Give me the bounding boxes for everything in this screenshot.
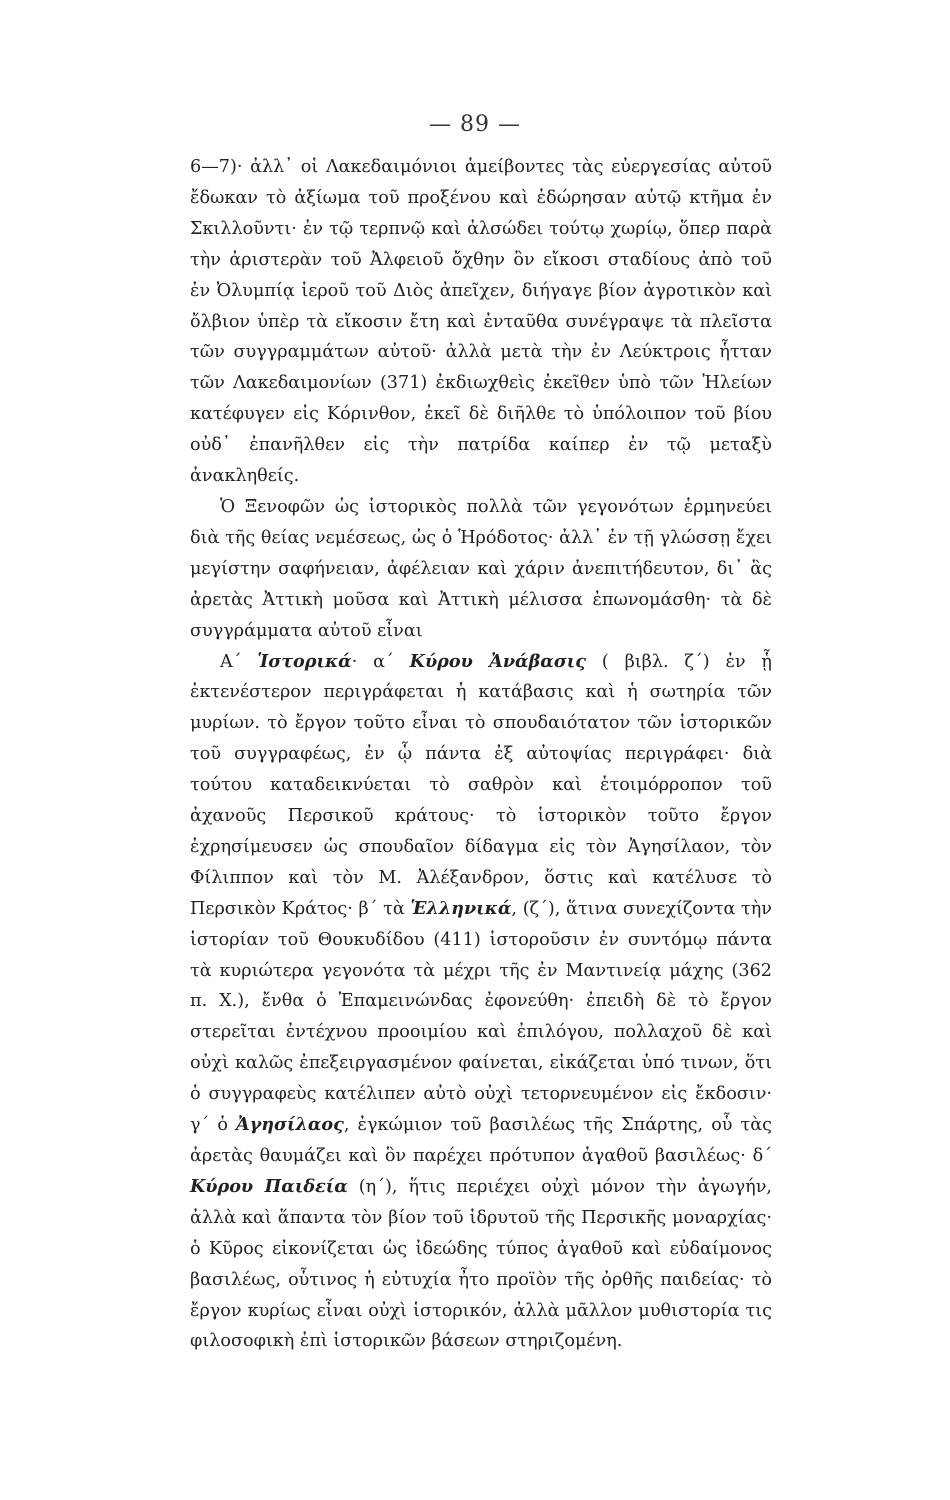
text-segment: , ἐγκώμιον τοῦ βασιλέως τῆς Σπάρτης, οὗ τὰς ἀρετὰς θαυμάζει καὶ ὃν παρέχει πρότυπον ἀγαθοῦ βασιλέως· δ΄ <box>190 1115 772 1166</box>
text-segment: 6—7)· ἀλλ᾽ οἱ Λακεδαιμόνιοι ἀμείβοντες τὰς εὐεργεσίας αὐτοῦ ἔδωκαν τὸ ἀξίωμα τοῦ προξένου καὶ ἐδώρησαν αὐτῷ κτῆμα ἐν Σκιλλοῦντι· ἐν τῷ τερπνῷ καὶ ἀλσώδει τούτῳ χωρίῳ, ὅπερ παρὰ τὴν ἀριστερὰν τοῦ Ἀλφειοῦ ὄχθην ὂν εἴκοσι σταδίους ἀπὸ τοῦ ἐν Ὀλυμπίᾳ ἱεροῦ τοῦ Διὸς ἀπεῖχεν, διήγαγε βίον ἀγροτικὸν καὶ ὄλβιον ὑπὲρ τὰ εἴκοσιν ἔτη καὶ ἐνταῦθα συνέγραψε τὰ πλεῖστα τῶν συγγραμμάτων αὐτοῦ· ἀλλὰ μετὰ τὴν ἐν Λεύκτροις ἧτταν τῶν Λακεδαιμονίων (371) ἐκδιωχθεὶς ἐκεῖθεν ὑπὸ τῶν Ἠλείων κατέφυγεν εἰς Κόρινθον, ἐκεῖ δὲ διῆλθε τὸ ὑπόλοιπον τοῦ βίου οὐδ᾽ ἐπανῆλθεν εἰς τὴν πατρίδα καίπερ ἐν τῷ μεταξὺ ἀνακληθείς. <box>190 157 772 487</box>
text-segment: (η΄), ἥτις περιέχει οὐχὶ μόνον τὴν ἀγωγήν, ἀλλὰ καὶ ἅπαντα τὸν βίον τοῦ ἱδρυτοῦ τῆς Περσικῆς μοναρχίας· ὁ Κῦρος εἰκονίζεται ὡς ἰδεώδης τύπος ἀγαθοῦ καὶ εὐδαίμονος βασιλέως, οὗτινος ἡ εὐτυχία ἦτο προϊὸν τῆς ὀρθῆς παιδείας· τὸ ἔργον κυρίως εἶναι οὐχὶ ἱστορικόν, ἀλλὰ μᾶλλον μυθιστορία τις φιλοσοφικὴ ἐπὶ ἱστορικῶν βάσεων στηριζομένη. <box>190 1176 773 1352</box>
work-title-historika: Ἱστορικά <box>257 650 352 672</box>
text-segment: Ὁ Ξενοφῶν ὡς ἱστορικὸς πολλὰ τῶν γεγονότων ἑρμηνεύει διὰ τῆς θείας νεμέσεως, ὡς ὁ Ἡρόδοτος· ἀλλ᾽ ἐν τῇ γλώσσῃ ἔχει μεγίστην σαφήνειαν, ἀφέλειαν καὶ χάριν ἀνεπιτήδευτον, δι᾽ ἃς ἀρετὰς Ἀττικὴ μοῦσα καὶ Ἀττικὴ μέλισσα ἐπωνομάσθη· τὰ δὲ συγγράμματα αὐτοῦ εἶναι <box>190 496 772 641</box>
work-title-anabasis: Κύρου Ἀνάβασις <box>409 650 587 672</box>
paragraph-2 <box>190 492 772 647</box>
paragraph-1 <box>190 152 772 492</box>
text-segment: , (ζ΄), ἅτινα συνεχίζοντα τὴν ἱστορίαν τοῦ Θουκυδίδου (411) ἱστοροῦσιν ἐν συντόμῳ πάντα τὰ κυριώτερα γεγονότα τὰ μέχρι τῆς ἐν Μαντινείᾳ μάχης (362 π. Χ.), ἔνθα ὁ Ἐπαμεινώνδας ἐφονεύθη· ἐπειδὴ δὲ τὸ ἔργον στερεῖται ἐντέχνου προοιμίου καὶ ἐπιλόγου, πολλαχοῦ δὲ καὶ οὐχὶ καλῶς ἐπεξειργασμένον φαίνεται, εἰκάζεται ὑπό τινων, ὅτι ὁ συγγραφεὺς κατέλιπεν αὐτὸ οὐχὶ τετορνευμένον εἰς ἔκδοσιν· γ΄ ὁ <box>190 898 772 1136</box>
body-text <box>190 152 772 1357</box>
work-title-kyropaedia: Κύρου Παιδεία <box>190 1175 348 1197</box>
text-segment: · α΄ <box>351 651 410 672</box>
text-segment: Α΄ <box>220 651 258 672</box>
paragraph-3 <box>190 647 772 1358</box>
work-title-agesilaos: Ἀγησίλαος <box>236 1114 344 1136</box>
page-number: — 89 — <box>429 112 521 137</box>
text-segment: ( βιβλ. ζ΄) ἐν ᾗ ἐκτενέστερον περιγράφεται ἡ κατάβασις καὶ ἡ σωτηρία τῶν μυρίων. τὸ ἔργον τοῦτο εἶναι τὸ σπουδαιότατον τῶν ἱστορικῶν τοῦ συγγραφέως, ἐν ᾧ πάντα ἐξ αὐτοψίας περιγράφει· διὰ τούτου καταδεικνύεται τὸ σαθρὸν καὶ ἑτοιμόρροπον τοῦ ἀχανοῦς Περσικοῦ κράτους· τὸ ἱστορικὸν τοῦτο ἔργον ἐχρησίμευσεν ὡς σπουδαῖον δίδαγμα εἰς τὸν Ἀγησίλαον, τὸν Φίλιππον καὶ τὸν Μ. Ἀλέξανδρον, ὅστις καὶ κατέλυσε τὸ Περσικὸν Κράτος· β΄ τὰ <box>190 651 772 919</box>
work-title-hellenika: Ἑλληνικά <box>410 897 512 919</box>
